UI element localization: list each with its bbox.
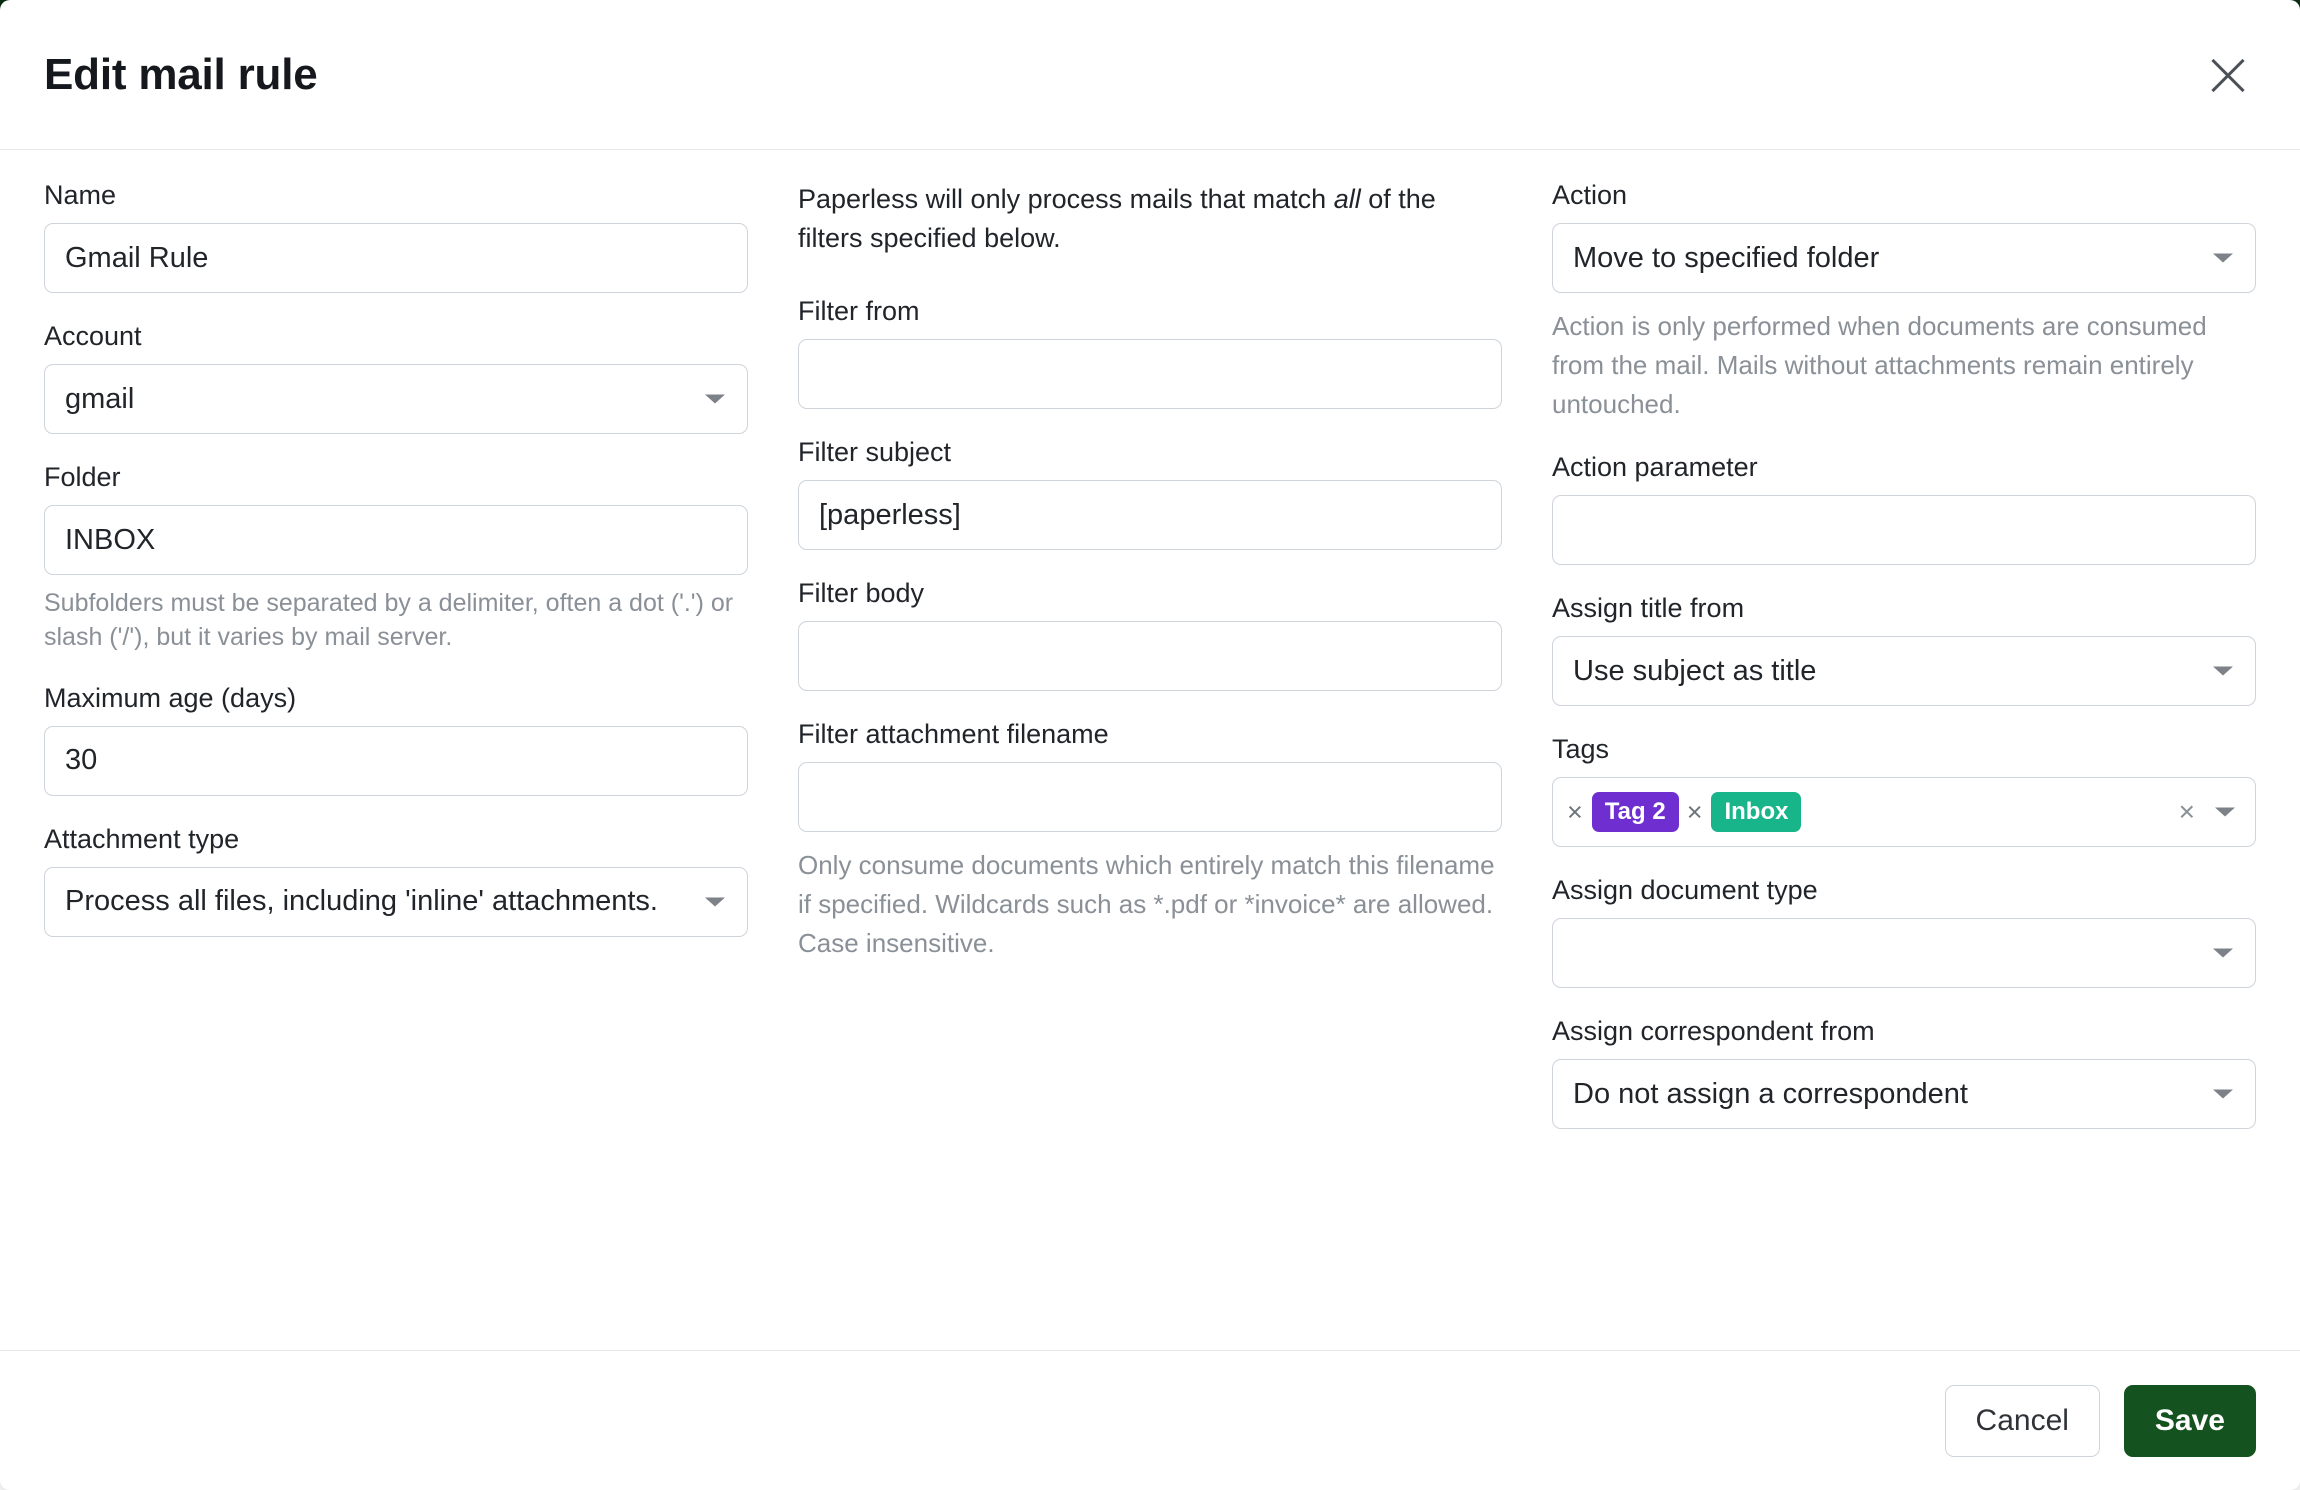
folder-label: Folder [44, 462, 121, 492]
assign-title-from-select[interactable] [1552, 636, 2256, 706]
chevron-down-icon [2213, 667, 2233, 676]
account-value: gmail [65, 382, 135, 415]
filters-intro-before: Paperless will only process mails that match [798, 184, 1334, 214]
filter-from-input[interactable] [798, 339, 1502, 409]
tags-label: Tags [1552, 734, 1610, 764]
tag-chip-item[interactable] [1687, 792, 1802, 832]
action-hint: Action is only performed when documents are consumed from the mail. Mails without attachments remain entirely untouched. [1552, 311, 2207, 419]
filter-subject-input[interactable]: [paperless] [798, 480, 1502, 550]
action-value: Move to specified folder [1573, 241, 1880, 274]
tag-chip: Inbox [1711, 792, 1801, 832]
tags-input[interactable] [1552, 777, 2256, 847]
filters-intro-after: of the filters specified below. [798, 184, 1436, 254]
chevron-down-icon [705, 395, 725, 404]
folder-hint: Subfolders must be separated by a delimiter, often a dot ('.') or slash ('/'), but it varies by mail server. [44, 589, 734, 651]
chevron-down-icon [2215, 808, 2235, 817]
name-label: Name [44, 180, 117, 210]
save-button[interactable]: Save [2124, 1385, 2256, 1457]
assign-title-from-value: Use subject as title [1573, 654, 1817, 687]
assign-correspondent-from-value: Do not assign a correspondent [1573, 1077, 1968, 1110]
right-column [1552, 180, 2256, 1350]
filter-subject-label: Filter subject [798, 437, 952, 468]
tag-chip: Tag 2 [1592, 792, 1679, 832]
page-title: Edit mail rule [44, 49, 318, 99]
action-parameter-input[interactable] [1552, 495, 2256, 565]
assign-document-type-select[interactable] [1552, 918, 2256, 988]
assign-title-from-label: Assign title from [1552, 593, 1745, 623]
cancel-button[interactable]: Cancel [1945, 1385, 2100, 1457]
action-select[interactable] [1552, 223, 2256, 293]
filter-attachment-filename-input[interactable] [798, 762, 1502, 832]
filter-attachment-filename-hint: Only consume documents which entirely match this filename if specified. Wildcards such as *.pdf or *invoice* are allowed. Case insensitive. [798, 850, 1495, 959]
filter-body-input[interactable] [798, 621, 1502, 691]
action-label: Action [1552, 180, 1628, 210]
attachment-type-value: Process all files, including 'inline' attachments. [65, 885, 658, 917]
assign-correspondent-from-label: Assign correspondent from [1552, 1016, 1875, 1046]
close-icon[interactable] [2200, 47, 2256, 103]
remove-tag-icon[interactable]: × [1686, 796, 1703, 827]
name-input[interactable]: Gmail Rule [44, 223, 748, 293]
chevron-down-icon [2213, 1090, 2233, 1099]
maximum-age-label: Maximum age (days) [44, 682, 297, 713]
filter-from-label: Filter from [798, 296, 920, 327]
maximum-age-input[interactable]: 30 [44, 726, 748, 796]
chevron-down-icon [2213, 254, 2233, 263]
account-select[interactable] [44, 364, 748, 434]
assign-correspondent-from-select[interactable] [1552, 1059, 2256, 1129]
assign-document-type-label: Assign document type [1552, 875, 1818, 905]
account-label: Account [44, 321, 142, 351]
left-column [44, 180, 748, 1350]
chevron-down-icon [2213, 949, 2233, 958]
filter-attachment-filename-label: Filter attachment filename [798, 719, 1109, 750]
dialog-footer [0, 1350, 2300, 1490]
chevron-down-icon [705, 897, 725, 906]
tag-chip-item[interactable] [1567, 792, 1679, 832]
remove-tag-icon[interactable]: × [1567, 796, 1583, 827]
filters-intro-emphasis: all [1333, 184, 1361, 214]
attachment-type-label: Attachment type [44, 823, 240, 854]
dialog-header [0, 0, 2300, 150]
middle-column [798, 180, 1502, 1350]
action-parameter-label: Action parameter [1552, 452, 1758, 482]
filters-intro [798, 180, 1502, 258]
folder-input[interactable]: INBOX [44, 505, 748, 575]
dialog-body [0, 150, 2300, 1350]
clear-all-icon[interactable]: × [2178, 796, 2195, 827]
attachment-type-select[interactable] [44, 867, 748, 937]
filter-body-label: Filter body [798, 578, 925, 609]
